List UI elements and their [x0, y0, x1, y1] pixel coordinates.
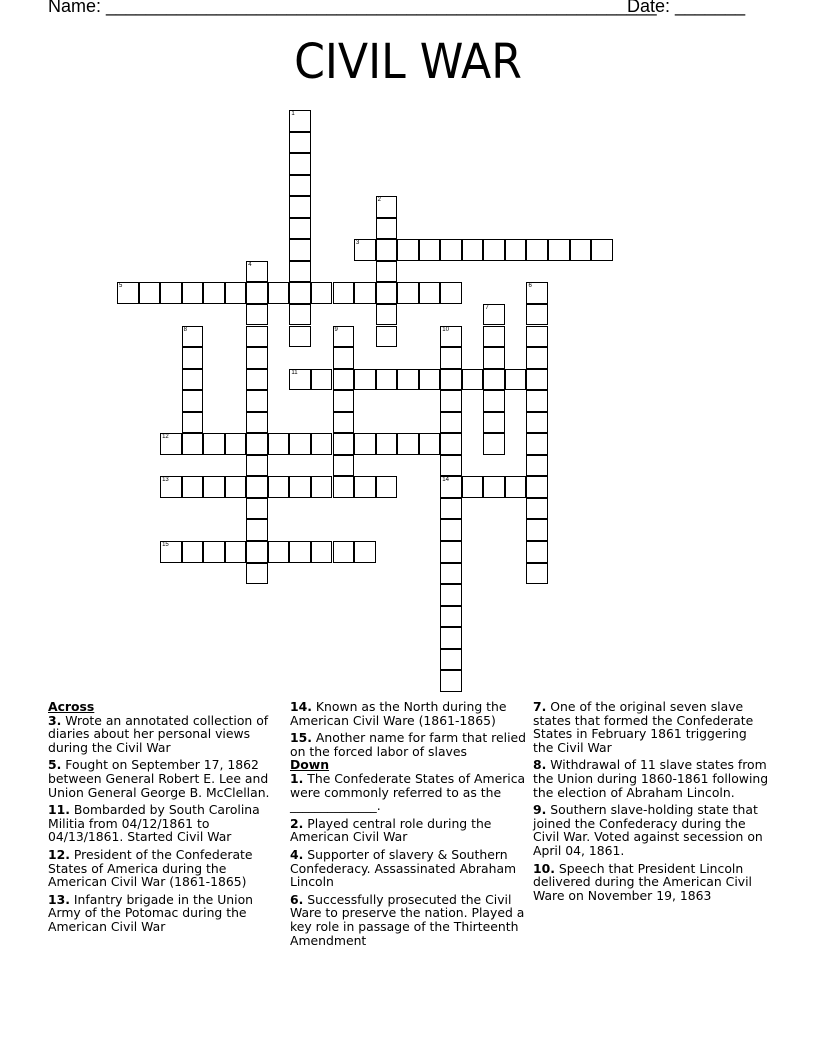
grid-cell[interactable]: [376, 282, 398, 304]
grid-cell[interactable]: [289, 239, 311, 261]
grid-cell[interactable]: [483, 433, 505, 455]
clue-text: Known as the North during the American Civil Ware (1861-1865): [290, 699, 507, 728]
grid-cell[interactable]: [289, 218, 311, 240]
grid-cell[interactable]: [526, 455, 548, 477]
grid-cell[interactable]: [483, 326, 505, 348]
grid-cell[interactable]: [160, 433, 182, 455]
clue-across-15: [290, 731, 528, 758]
clue-across-3: [48, 714, 280, 755]
grid-cell[interactable]: [483, 304, 505, 326]
grid-cell[interactable]: [289, 282, 311, 304]
grid-cell[interactable]: [440, 282, 462, 304]
grid-cell[interactable]: [289, 541, 311, 563]
clue-text: One of the original seven slave states that formed the Confederate States in February 1861 triggering the Civil War: [533, 699, 754, 755]
grid-cell[interactable]: [333, 369, 355, 391]
clue-number: 7.: [533, 699, 547, 714]
clue-number-label: 11: [291, 369, 298, 376]
grid-cell[interactable]: [203, 433, 225, 455]
grid-cell[interactable]: [376, 304, 398, 326]
grid-cell[interactable]: [440, 455, 462, 477]
clue-down-2: [290, 817, 528, 844]
clue-down-10: [533, 862, 769, 903]
grid-cell[interactable]: [268, 541, 290, 563]
clue-number-label: 7: [485, 304, 489, 311]
grid-cell[interactable]: [376, 369, 398, 391]
grid-cell[interactable]: [246, 455, 268, 477]
clue-number: 13.: [48, 891, 70, 907]
clue-number-label: 9: [334, 326, 338, 333]
clue-down-6: [290, 893, 528, 947]
clue-text: Speech that President Lincoln delivered during the American Civil Ware on November 19, 1863: [533, 860, 752, 903]
grid-cell[interactable]: [354, 239, 376, 261]
grid-cell[interactable]: [483, 347, 505, 369]
grid-cell[interactable]: [376, 261, 398, 283]
grid-cell[interactable]: [440, 239, 462, 261]
clue-number-label: 2: [377, 197, 381, 204]
clue-number: 15.: [290, 730, 312, 746]
clue-down-8: [533, 758, 769, 799]
grid-cell[interactable]: [526, 498, 548, 520]
grid-cell[interactable]: [289, 369, 311, 391]
grid-cell[interactable]: [548, 239, 570, 261]
clue-text: Infantry brigade in the Union Army of the Potomac during the American Civil War: [48, 891, 254, 934]
grid-cell[interactable]: [354, 541, 376, 563]
grid-cell[interactable]: [570, 239, 592, 261]
puzzle-title: CIVIL WAR: [294, 34, 522, 90]
grid-cell[interactable]: [440, 670, 462, 692]
grid-cell[interactable]: [268, 433, 290, 455]
clue-number-label: 8: [183, 326, 187, 333]
grid-cell[interactable]: [311, 433, 333, 455]
grid-cell[interactable]: [246, 369, 268, 391]
grid-cell[interactable]: [311, 476, 333, 498]
clue-text: Another name for farm that relied on the forced labor of slaves: [290, 730, 526, 759]
grid-cell[interactable]: [526, 326, 548, 348]
grid-cell[interactable]: [440, 433, 462, 455]
across-heading: Across: [48, 699, 95, 714]
grid-cell[interactable]: [333, 455, 355, 477]
grid-cell[interactable]: [182, 369, 204, 391]
grid-cell[interactable]: [505, 369, 527, 391]
grid-cell[interactable]: [526, 239, 548, 261]
clue-across-13: [48, 893, 280, 934]
grid-cell[interactable]: [440, 584, 462, 606]
grid-cell[interactable]: [397, 282, 419, 304]
grid-cell[interactable]: [376, 433, 398, 455]
grid-cell[interactable]: [289, 304, 311, 326]
grid-cell[interactable]: [376, 239, 398, 261]
grid-cell[interactable]: [419, 239, 441, 261]
clue-across-12: [48, 848, 280, 889]
clue-number-label: 3: [356, 240, 360, 247]
clue-text: Supporter of slavery & Southern Confederacy. Assassinated Abraham Lincoln: [290, 846, 517, 890]
clue-number-label: 1: [291, 111, 295, 117]
grid-cell[interactable]: [526, 369, 548, 391]
grid-cell[interactable]: [246, 519, 268, 541]
grid-cell[interactable]: [225, 476, 247, 498]
grid-cell[interactable]: [440, 541, 462, 563]
grid-cell[interactable]: [505, 476, 527, 498]
grid-cell[interactable]: [182, 412, 204, 434]
grid-cell[interactable]: [483, 369, 505, 391]
grid-cell[interactable]: [182, 433, 204, 455]
grid-cell[interactable]: [246, 326, 268, 348]
grid-cell[interactable]: [225, 433, 247, 455]
grid-cell[interactable]: [397, 369, 419, 391]
grid-cell[interactable]: [117, 282, 139, 304]
grid-cell[interactable]: [182, 347, 204, 369]
grid-cell[interactable]: [333, 433, 355, 455]
grid-cell[interactable]: [225, 541, 247, 563]
clue-number: 4.: [290, 846, 304, 862]
grid-cell[interactable]: [591, 239, 613, 261]
clue-number: 10.: [533, 860, 555, 876]
grid-cell[interactable]: [182, 541, 204, 563]
grid-cell[interactable]: [440, 627, 462, 649]
clue-text: Wrote an annotated collection of diaries about her personal views during the Civil War: [48, 712, 269, 755]
clue-number: 12.: [48, 846, 70, 862]
grid-cell[interactable]: [440, 390, 462, 412]
grid-cell[interactable]: [483, 476, 505, 498]
grid-cell[interactable]: [311, 541, 333, 563]
grid-cell[interactable]: [483, 412, 505, 434]
clue-down-1: [290, 772, 528, 813]
clue-number-label: 12: [162, 434, 169, 441]
clue-across-11: [48, 803, 280, 844]
grid-cell[interactable]: [526, 390, 548, 412]
grid-cell[interactable]: [333, 326, 355, 348]
clue-text: Successfully prosecuted the Civil Ware to preserve the nation. Played a key role in passage of the Thirteenth Amendment: [290, 891, 525, 948]
grid-cell[interactable]: [289, 153, 311, 175]
grid-cell[interactable]: [289, 433, 311, 455]
clue-text: President of the Confederate States of America during the American Civil War (1861-1865): [48, 846, 253, 890]
grid-cell[interactable]: [289, 261, 311, 283]
grid-cell[interactable]: [289, 175, 311, 197]
grid-cell[interactable]: [246, 541, 268, 563]
date-field: Date: _______: [627, 0, 746, 16]
down-heading: Down: [290, 757, 330, 773]
clue-down-7: [533, 700, 769, 754]
grid-cell[interactable]: [376, 196, 398, 218]
grid-cell[interactable]: [526, 304, 548, 326]
grid-cell[interactable]: [419, 369, 441, 391]
clue-text: Fought on September 17, 1862 between General Robert E. Lee and Union General George B. McClellan.: [48, 757, 270, 800]
grid-cell[interactable]: [182, 390, 204, 412]
clue-number: 1.: [290, 770, 304, 786]
grid-cell[interactable]: [246, 563, 268, 585]
clue-number: 6.: [290, 891, 304, 907]
clues-column-2: [290, 700, 528, 951]
grid-cell[interactable]: [289, 110, 311, 132]
grid-cell[interactable]: [526, 519, 548, 541]
name-field: Name: _______________________________________________________: [48, 0, 657, 16]
clue-number-label: 10: [442, 326, 449, 333]
clue-number-label: 15: [162, 542, 169, 548]
grid-cell[interactable]: [333, 476, 355, 498]
grid-cell[interactable]: [354, 282, 376, 304]
grid-cell[interactable]: [160, 476, 182, 498]
clue-number: 3.: [48, 712, 62, 728]
grid-cell[interactable]: [203, 476, 225, 498]
grid-cell[interactable]: [333, 412, 355, 434]
grid-cell[interactable]: [440, 498, 462, 520]
grid-cell[interactable]: [289, 196, 311, 218]
grid-cell[interactable]: [440, 649, 462, 671]
grid-cell[interactable]: [354, 433, 376, 455]
grid-cell[interactable]: [354, 369, 376, 391]
grid-cell[interactable]: [526, 476, 548, 498]
grid-cell[interactable]: [526, 412, 548, 434]
grid-cell[interactable]: [354, 476, 376, 498]
grid-cell[interactable]: [440, 476, 462, 498]
grid-cell[interactable]: [246, 347, 268, 369]
grid-cell[interactable]: [268, 476, 290, 498]
grid-cell[interactable]: [246, 282, 268, 304]
clue-number: 8.: [533, 757, 547, 773]
grid-cell[interactable]: [182, 476, 204, 498]
grid-cell[interactable]: [246, 412, 268, 434]
grid-cell[interactable]: [333, 282, 355, 304]
grid-cell[interactable]: [160, 541, 182, 563]
clue-text: Withdrawal of 11 slave states from the Union during 1860-1861 following the election of Abraham Lincoln.: [533, 757, 769, 800]
clue-down-4: [290, 848, 528, 889]
grid-cell[interactable]: [462, 476, 484, 498]
grid-cell[interactable]: [268, 282, 290, 304]
grid-cell[interactable]: [526, 347, 548, 369]
grid-cell[interactable]: [160, 282, 182, 304]
clue-number: 9.: [533, 802, 547, 818]
grid-cell[interactable]: [225, 282, 247, 304]
grid-cell[interactable]: [333, 541, 355, 563]
clue-down-9: [533, 803, 769, 857]
grid-cell[interactable]: [203, 541, 225, 563]
grid-cell[interactable]: [333, 347, 355, 369]
grid-cell[interactable]: [440, 519, 462, 541]
clues-column-3: [533, 700, 769, 906]
grid-cell[interactable]: [440, 369, 462, 391]
grid-cell[interactable]: [246, 476, 268, 498]
clue-number: 14.: [290, 699, 312, 714]
grid-cell[interactable]: [462, 369, 484, 391]
grid-cell[interactable]: [440, 347, 462, 369]
grid-cell[interactable]: [440, 326, 462, 348]
clue-number-label: 4: [248, 261, 252, 268]
clue-number-label: 13: [162, 477, 169, 484]
grid-cell[interactable]: [139, 282, 161, 304]
clue-text: Southern slave-holding state that joined the Confederacy during the Civil War. Voted against secession on April 04, 1861.: [533, 802, 763, 858]
clue-text: The Confederate States of America were commonly referred to as the ______________.: [290, 770, 526, 814]
grid-cell[interactable]: [419, 433, 441, 455]
grid-cell[interactable]: [505, 239, 527, 261]
clues-column-1: [48, 700, 280, 938]
clue-number: 11.: [48, 802, 70, 818]
grid-cell[interactable]: [246, 390, 268, 412]
grid-cell[interactable]: [289, 476, 311, 498]
grid-cell[interactable]: [483, 239, 505, 261]
grid-cell[interactable]: [182, 282, 204, 304]
grid-cell[interactable]: [526, 282, 548, 304]
grid-cell[interactable]: [440, 606, 462, 628]
grid-cell[interactable]: [440, 563, 462, 585]
clue-text: Played central role during the American Civil War: [290, 815, 492, 845]
grid-cell[interactable]: [376, 476, 398, 498]
grid-cell[interactable]: [333, 390, 355, 412]
grid-cell[interactable]: [526, 433, 548, 455]
grid-cell[interactable]: [376, 326, 398, 348]
grid-cell[interactable]: [397, 433, 419, 455]
clue-text: Bombarded by South Carolina Militia from 04/12/1861 to 04/13/1861. Started Civil War: [48, 802, 260, 845]
grid-cell[interactable]: [526, 563, 548, 585]
grid-cell[interactable]: [462, 239, 484, 261]
clue-number: 5.: [48, 757, 62, 773]
grid-cell[interactable]: [483, 390, 505, 412]
grid-cell[interactable]: [397, 239, 419, 261]
grid-cell[interactable]: [246, 261, 268, 283]
grid-cell[interactable]: [526, 541, 548, 563]
grid-cell[interactable]: [289, 132, 311, 154]
clue-number-label: 14: [442, 477, 449, 484]
clue-across-14: [290, 700, 528, 727]
clue-number-label: 5: [119, 283, 123, 290]
grid-cell[interactable]: [246, 498, 268, 520]
grid-cell[interactable]: [376, 218, 398, 240]
grid-cell[interactable]: [289, 326, 311, 348]
grid-cell[interactable]: [246, 304, 268, 326]
grid-cell[interactable]: [246, 433, 268, 455]
clue-across-5: [48, 758, 280, 799]
clue-number: 2.: [290, 815, 304, 831]
grid-cell[interactable]: [311, 282, 333, 304]
grid-cell[interactable]: [203, 282, 225, 304]
grid-cell[interactable]: [419, 282, 441, 304]
grid-cell[interactable]: [440, 412, 462, 434]
clue-number-label: 6: [528, 283, 532, 290]
grid-cell[interactable]: [182, 326, 204, 348]
grid-cell[interactable]: [311, 369, 333, 391]
